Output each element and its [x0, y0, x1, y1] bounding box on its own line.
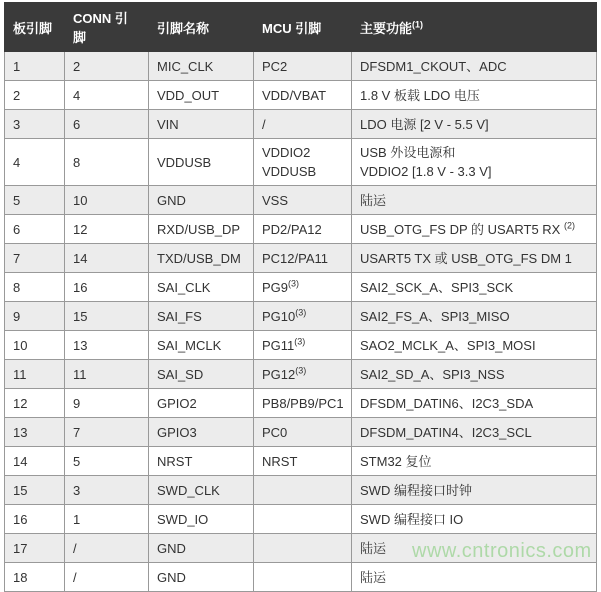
mcu-pin-cell — [254, 476, 352, 505]
board-pin-cell: 9 — [5, 302, 65, 331]
board-pin-cell: 5 — [5, 186, 65, 215]
column-header: 主要功能$^{(1)}$ — [352, 3, 597, 52]
table-row — [5, 110, 597, 139]
board-pin-cell: 17 — [5, 534, 65, 563]
conn-pin-cell: 16 — [65, 273, 149, 302]
footnote-marker: (3) — [295, 307, 307, 318]
conn-pin-cell: 3 — [65, 476, 149, 505]
pin-name-cell: GPIO2 — [149, 389, 254, 418]
pin-name-cell: SAI_CLK — [149, 273, 254, 302]
conn-pin-cell: 9 — [65, 389, 149, 418]
mcu-pin-cell: PD2/PA12 — [254, 215, 352, 244]
conn-pin-cell: 4 — [65, 81, 149, 110]
board-pin-cell: 12 — [5, 389, 65, 418]
page — [0, 2, 601, 585]
board-pin-cell: 18 — [5, 563, 65, 592]
footnote-marker: (1) — [412, 19, 424, 30]
function-cell: 1.8 V 板载 LDO 电压 — [352, 81, 597, 110]
table-row — [5, 534, 597, 563]
pin-name-cell: SWD_CLK — [149, 476, 254, 505]
function-cell: 陆运 — [352, 563, 597, 592]
table-row — [5, 244, 597, 273]
function-cell: DFSDM_DATIN4、I2C3_SCL — [352, 418, 597, 447]
function-cell: SAI2_SD_A、SPI3_NSS — [352, 360, 597, 389]
mcu-pin-cell: PG12$^{(3)}$ — [254, 360, 352, 389]
column-header: 引脚名称 — [149, 3, 254, 52]
column-header: CONN 引脚 — [65, 3, 149, 52]
mcu-pin-cell: PC2 — [254, 52, 352, 81]
conn-pin-cell: 5 — [65, 447, 149, 476]
board-pin-cell: 7 — [5, 244, 65, 273]
mcu-pin-cell: VSS — [254, 186, 352, 215]
mcu-pin-cell: VDD/VBAT — [254, 81, 352, 110]
pin-name-cell: GND — [149, 563, 254, 592]
table-header — [5, 3, 597, 52]
function-cell: SAI2_FS_A、SPI3_MISO — [352, 302, 597, 331]
conn-pin-cell: 1 — [65, 505, 149, 534]
pin-name-cell: TXD/USB_DM — [149, 244, 254, 273]
conn-pin-cell: 13 — [65, 331, 149, 360]
pin-name-cell: MIC_CLK — [149, 52, 254, 81]
conn-pin-cell: 12 — [65, 215, 149, 244]
function-cell: 陆运 — [352, 534, 597, 563]
table-row — [5, 331, 597, 360]
table-header-row — [5, 3, 597, 52]
board-pin-cell: 10 — [5, 331, 65, 360]
pin-name-cell: VDD_OUT — [149, 81, 254, 110]
table-row — [5, 505, 597, 534]
table-row — [5, 360, 597, 389]
footnote-marker: (3) — [288, 278, 300, 289]
conn-pin-cell: / — [65, 534, 149, 563]
board-pin-cell: 14 — [5, 447, 65, 476]
conn-pin-cell: / — [65, 563, 149, 592]
pin-name-cell: GND — [149, 186, 254, 215]
board-pin-cell: 15 — [5, 476, 65, 505]
pin-name-cell: NRST — [149, 447, 254, 476]
board-pin-cell: 3 — [5, 110, 65, 139]
column-header: 板引脚 — [5, 3, 65, 52]
function-cell: DFSDM1_CKOUT、ADC — [352, 52, 597, 81]
table-row — [5, 81, 597, 110]
conn-pin-cell: 6 — [65, 110, 149, 139]
table-row — [5, 273, 597, 302]
pin-mapping-table — [4, 2, 597, 592]
table-row — [5, 139, 597, 186]
function-cell: 陆运 — [352, 186, 597, 215]
table-row — [5, 215, 597, 244]
conn-pin-cell: 2 — [65, 52, 149, 81]
table-row — [5, 302, 597, 331]
pin-name-cell: SWD_IO — [149, 505, 254, 534]
watermark: www.cntronics.com — [412, 540, 592, 562]
function-cell: SWD 编程接口时钟 — [352, 476, 597, 505]
mcu-pin-cell: PB8/PB9/PC1 — [254, 389, 352, 418]
board-pin-cell: 2 — [5, 81, 65, 110]
function-cell: USART5 TX 或 USB_OTG_FS DM 1 — [352, 244, 597, 273]
table-row — [5, 186, 597, 215]
mcu-pin-cell: / — [254, 110, 352, 139]
pin-name-cell: GND — [149, 534, 254, 563]
function-cell: SAO2_MCLK_A、SPI3_MOSI — [352, 331, 597, 360]
board-pin-cell: 6 — [5, 215, 65, 244]
mcu-pin-cell: PG10$^{(3)}$ — [254, 302, 352, 331]
conn-pin-cell: 15 — [65, 302, 149, 331]
pin-name-cell: VIN — [149, 110, 254, 139]
function-cell: LDO 电源 [2 V - 5.5 V] — [352, 110, 597, 139]
function-cell: SWD 编程接口 IO — [352, 505, 597, 534]
column-header: MCU 引脚 — [254, 3, 352, 52]
conn-pin-cell: 14 — [65, 244, 149, 273]
table-row — [5, 52, 597, 81]
conn-pin-cell: 7 — [65, 418, 149, 447]
mcu-pin-cell: VDDIO2 VDDUSB — [254, 139, 352, 186]
board-pin-cell: 11 — [5, 360, 65, 389]
table-row — [5, 389, 597, 418]
footnote-marker: (3) — [294, 336, 306, 347]
mcu-pin-cell — [254, 534, 352, 563]
conn-pin-cell: 10 — [65, 186, 149, 215]
mcu-pin-cell: PG9$^{(3)}$ — [254, 273, 352, 302]
function-cell: USB 外设电源和 VDDIO2 [1.8 V - 3.3 V] — [352, 139, 597, 186]
mcu-pin-cell: NRST — [254, 447, 352, 476]
conn-pin-cell: 11 — [65, 360, 149, 389]
table-row — [5, 563, 597, 592]
function-cell: STM32 复位 — [352, 447, 597, 476]
pin-name-cell: VDDUSB — [149, 139, 254, 186]
board-pin-cell: 8 — [5, 273, 65, 302]
table-row — [5, 447, 597, 476]
pin-name-cell: SAI_SD — [149, 360, 254, 389]
table-body — [5, 52, 597, 592]
function-cell: SAI2_SCK_A、SPI3_SCK — [352, 273, 597, 302]
pin-name-cell: GPIO3 — [149, 418, 254, 447]
board-pin-cell: 13 — [5, 418, 65, 447]
mcu-pin-cell — [254, 563, 352, 592]
pin-name-cell: SAI_MCLK — [149, 331, 254, 360]
table-row — [5, 418, 597, 447]
mcu-pin-cell: PC12/PA11 — [254, 244, 352, 273]
conn-pin-cell: 8 — [65, 139, 149, 186]
pin-name-cell: RXD/USB_DP — [149, 215, 254, 244]
function-cell: USB_OTG_FS DP 的 USART5 RX $^{(2)}$ — [352, 215, 597, 244]
mcu-pin-cell: PG11$^{(3)}$ — [254, 331, 352, 360]
table-row — [5, 476, 597, 505]
footnote-marker: (2) — [563, 220, 575, 231]
board-pin-cell: 1 — [5, 52, 65, 81]
mcu-pin-cell — [254, 505, 352, 534]
footnote-marker: (3) — [295, 365, 307, 376]
pin-name-cell: SAI_FS — [149, 302, 254, 331]
board-pin-cell: 4 — [5, 139, 65, 186]
board-pin-cell: 16 — [5, 505, 65, 534]
mcu-pin-cell: PC0 — [254, 418, 352, 447]
function-cell: DFSDM_DATIN6、I2C3_SDA — [352, 389, 597, 418]
